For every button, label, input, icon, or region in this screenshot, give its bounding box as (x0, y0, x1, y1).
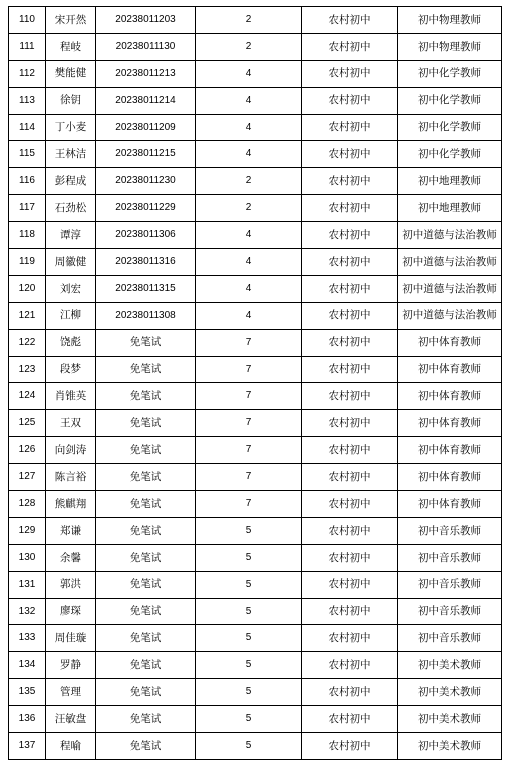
cell-seq-no: 115 (9, 141, 46, 168)
cell-exam-id: 免笔试 (96, 517, 196, 544)
cell-name: 丁小麦 (46, 114, 96, 141)
table-row (9, 33, 502, 60)
cell-name: 廖琛 (46, 598, 96, 625)
cell-exam-id: 免笔试 (96, 625, 196, 652)
cell-count: 5 (196, 706, 302, 733)
cell-category: 农村初中 (302, 544, 398, 571)
cell-seq-no: 118 (9, 222, 46, 249)
cell-seq-no: 129 (9, 517, 46, 544)
cell-category: 农村初中 (302, 275, 398, 302)
cell-exam-id: 20238011213 (96, 60, 196, 87)
cell-category: 农村初中 (302, 7, 398, 34)
cell-count: 4 (196, 87, 302, 114)
cell-category: 农村初中 (302, 60, 398, 87)
cell-post: 初中体育教师 (398, 464, 502, 491)
cell-post: 初中美术教师 (398, 733, 502, 760)
table-row (9, 383, 502, 410)
cell-count: 4 (196, 222, 302, 249)
cell-post: 初中化学教师 (398, 60, 502, 87)
cell-seq-no: 121 (9, 302, 46, 329)
table-row (9, 491, 502, 518)
cell-category: 农村初中 (302, 222, 398, 249)
cell-exam-id: 免笔试 (96, 679, 196, 706)
cell-name: 段梦 (46, 356, 96, 383)
cell-name: 王林洁 (46, 141, 96, 168)
cell-exam-id: 免笔试 (96, 544, 196, 571)
cell-name: 王双 (46, 410, 96, 437)
cell-count: 7 (196, 383, 302, 410)
cell-name: 熊麒翔 (46, 491, 96, 518)
cell-count: 4 (196, 275, 302, 302)
table-row (9, 437, 502, 464)
table-row (9, 652, 502, 679)
cell-category: 农村初中 (302, 652, 398, 679)
cell-count: 4 (196, 141, 302, 168)
table-row (9, 517, 502, 544)
table-row (9, 141, 502, 168)
cell-exam-id: 20238011214 (96, 87, 196, 114)
cell-name: 管理 (46, 679, 96, 706)
cell-category: 农村初中 (302, 706, 398, 733)
cell-category: 农村初中 (302, 356, 398, 383)
cell-post: 初中化学教师 (398, 141, 502, 168)
table-row (9, 329, 502, 356)
cell-count: 5 (196, 652, 302, 679)
cell-count: 7 (196, 356, 302, 383)
cell-post: 初中音乐教师 (398, 625, 502, 652)
table-row (9, 356, 502, 383)
cell-post: 初中音乐教师 (398, 544, 502, 571)
cell-category: 农村初中 (302, 249, 398, 276)
cell-name: 樊能健 (46, 60, 96, 87)
cell-seq-no: 132 (9, 598, 46, 625)
cell-post: 初中道德与法治教师 (398, 249, 502, 276)
cell-exam-id: 免笔试 (96, 329, 196, 356)
cell-exam-id: 20238011209 (96, 114, 196, 141)
cell-exam-id: 20238011215 (96, 141, 196, 168)
table-row (9, 571, 502, 598)
cell-post: 初中体育教师 (398, 356, 502, 383)
cell-category: 农村初中 (302, 141, 398, 168)
cell-name: 郑谦 (46, 517, 96, 544)
cell-exam-id: 免笔试 (96, 491, 196, 518)
cell-seq-no: 133 (9, 625, 46, 652)
table-row (9, 544, 502, 571)
cell-exam-id: 免笔试 (96, 598, 196, 625)
cell-post: 初中音乐教师 (398, 517, 502, 544)
cell-seq-no: 120 (9, 275, 46, 302)
cell-seq-no: 114 (9, 114, 46, 141)
cell-seq-no: 125 (9, 410, 46, 437)
cell-seq-no: 111 (9, 33, 46, 60)
cell-category: 农村初中 (302, 517, 398, 544)
cell-count: 5 (196, 517, 302, 544)
cell-post: 初中物理教师 (398, 33, 502, 60)
cell-count: 4 (196, 249, 302, 276)
cell-count: 2 (196, 195, 302, 222)
cell-post: 初中体育教师 (398, 383, 502, 410)
table-row (9, 679, 502, 706)
cell-count: 2 (196, 168, 302, 195)
cell-post: 初中物理教师 (398, 7, 502, 34)
cell-exam-id: 免笔试 (96, 437, 196, 464)
table-row (9, 464, 502, 491)
cell-name: 程喻 (46, 733, 96, 760)
cell-seq-no: 117 (9, 195, 46, 222)
cell-category: 农村初中 (302, 437, 398, 464)
cell-category: 农村初中 (302, 87, 398, 114)
cell-name: 彭程成 (46, 168, 96, 195)
cell-post: 初中道德与法治教师 (398, 302, 502, 329)
cell-name: 宋开然 (46, 7, 96, 34)
cell-category: 农村初中 (302, 491, 398, 518)
cell-seq-no: 123 (9, 356, 46, 383)
cell-count: 5 (196, 625, 302, 652)
cell-exam-id: 免笔试 (96, 383, 196, 410)
cell-name: 刘宏 (46, 275, 96, 302)
cell-count: 4 (196, 302, 302, 329)
cell-post: 初中体育教师 (398, 491, 502, 518)
cell-post: 初中体育教师 (398, 410, 502, 437)
table-row (9, 733, 502, 760)
cell-seq-no: 122 (9, 329, 46, 356)
cell-post: 初中音乐教师 (398, 571, 502, 598)
cell-seq-no: 124 (9, 383, 46, 410)
cell-seq-no: 136 (9, 706, 46, 733)
cell-exam-id: 20238011315 (96, 275, 196, 302)
results-table (8, 6, 502, 760)
cell-post: 初中道德与法治教师 (398, 275, 502, 302)
cell-post: 初中地理教师 (398, 168, 502, 195)
cell-exam-id: 20238011130 (96, 33, 196, 60)
cell-exam-id: 20238011306 (96, 222, 196, 249)
cell-category: 农村初中 (302, 33, 398, 60)
cell-exam-id: 免笔试 (96, 571, 196, 598)
cell-count: 7 (196, 410, 302, 437)
cell-count: 7 (196, 491, 302, 518)
table-row (9, 114, 502, 141)
cell-post: 初中道德与法治教师 (398, 222, 502, 249)
cell-category: 农村初中 (302, 302, 398, 329)
cell-name: 罗静 (46, 652, 96, 679)
table-row (9, 625, 502, 652)
cell-count: 4 (196, 114, 302, 141)
table-row (9, 168, 502, 195)
cell-name: 向剑涛 (46, 437, 96, 464)
table-row (9, 275, 502, 302)
cell-exam-id: 免笔试 (96, 464, 196, 491)
results-table-container (8, 6, 502, 760)
cell-count: 5 (196, 679, 302, 706)
cell-post: 初中美术教师 (398, 706, 502, 733)
cell-name: 周徽健 (46, 249, 96, 276)
cell-name: 谭淳 (46, 222, 96, 249)
cell-post: 初中美术教师 (398, 652, 502, 679)
cell-category: 农村初中 (302, 329, 398, 356)
cell-count: 5 (196, 571, 302, 598)
cell-category: 农村初中 (302, 168, 398, 195)
cell-name: 汪敏盘 (46, 706, 96, 733)
cell-post: 初中化学教师 (398, 87, 502, 114)
cell-exam-id: 20238011203 (96, 7, 196, 34)
cell-count: 2 (196, 7, 302, 34)
cell-category: 农村初中 (302, 464, 398, 491)
table-row (9, 410, 502, 437)
cell-category: 农村初中 (302, 679, 398, 706)
table-row (9, 7, 502, 34)
cell-name: 余馨 (46, 544, 96, 571)
cell-exam-id: 20238011230 (96, 168, 196, 195)
cell-exam-id: 免笔试 (96, 410, 196, 437)
cell-seq-no: 127 (9, 464, 46, 491)
cell-name: 石劲松 (46, 195, 96, 222)
cell-exam-id: 免笔试 (96, 706, 196, 733)
cell-category: 农村初中 (302, 383, 398, 410)
table-row (9, 87, 502, 114)
cell-category: 农村初中 (302, 114, 398, 141)
cell-name: 江柳 (46, 302, 96, 329)
table-row (9, 195, 502, 222)
table-row (9, 222, 502, 249)
cell-seq-no: 131 (9, 571, 46, 598)
cell-name: 徐钥 (46, 87, 96, 114)
cell-seq-no: 112 (9, 60, 46, 87)
cell-category: 农村初中 (302, 410, 398, 437)
cell-exam-id: 免笔试 (96, 733, 196, 760)
table-row (9, 706, 502, 733)
cell-post: 初中地理教师 (398, 195, 502, 222)
cell-count: 5 (196, 544, 302, 571)
cell-name: 肖锥英 (46, 383, 96, 410)
cell-count: 7 (196, 329, 302, 356)
cell-count: 4 (196, 60, 302, 87)
cell-count: 7 (196, 464, 302, 491)
cell-category: 农村初中 (302, 598, 398, 625)
table-row (9, 598, 502, 625)
cell-seq-no: 128 (9, 491, 46, 518)
cell-seq-no: 137 (9, 733, 46, 760)
cell-seq-no: 126 (9, 437, 46, 464)
cell-exam-id: 免笔试 (96, 356, 196, 383)
cell-seq-no: 110 (9, 7, 46, 34)
cell-name: 饶彪 (46, 329, 96, 356)
cell-name: 程岐 (46, 33, 96, 60)
table-row (9, 302, 502, 329)
cell-seq-no: 116 (9, 168, 46, 195)
cell-post: 初中化学教师 (398, 114, 502, 141)
cell-post: 初中体育教师 (398, 329, 502, 356)
cell-count: 5 (196, 598, 302, 625)
cell-name: 陈言裕 (46, 464, 96, 491)
cell-category: 农村初中 (302, 733, 398, 760)
table-row (9, 60, 502, 87)
cell-name: 周佳璇 (46, 625, 96, 652)
cell-category: 农村初中 (302, 571, 398, 598)
cell-name: 郭洪 (46, 571, 96, 598)
cell-seq-no: 134 (9, 652, 46, 679)
cell-seq-no: 113 (9, 87, 46, 114)
cell-count: 5 (196, 733, 302, 760)
cell-count: 2 (196, 33, 302, 60)
cell-post: 初中体育教师 (398, 437, 502, 464)
cell-exam-id: 20238011229 (96, 195, 196, 222)
cell-count: 7 (196, 437, 302, 464)
cell-category: 农村初中 (302, 625, 398, 652)
cell-seq-no: 119 (9, 249, 46, 276)
table-row (9, 249, 502, 276)
cell-category: 农村初中 (302, 195, 398, 222)
cell-post: 初中美术教师 (398, 679, 502, 706)
cell-exam-id: 20238011316 (96, 249, 196, 276)
cell-seq-no: 135 (9, 679, 46, 706)
cell-post: 初中音乐教师 (398, 598, 502, 625)
cell-exam-id: 20238011308 (96, 302, 196, 329)
cell-seq-no: 130 (9, 544, 46, 571)
cell-exam-id: 免笔试 (96, 652, 196, 679)
results-table-body (9, 7, 502, 760)
